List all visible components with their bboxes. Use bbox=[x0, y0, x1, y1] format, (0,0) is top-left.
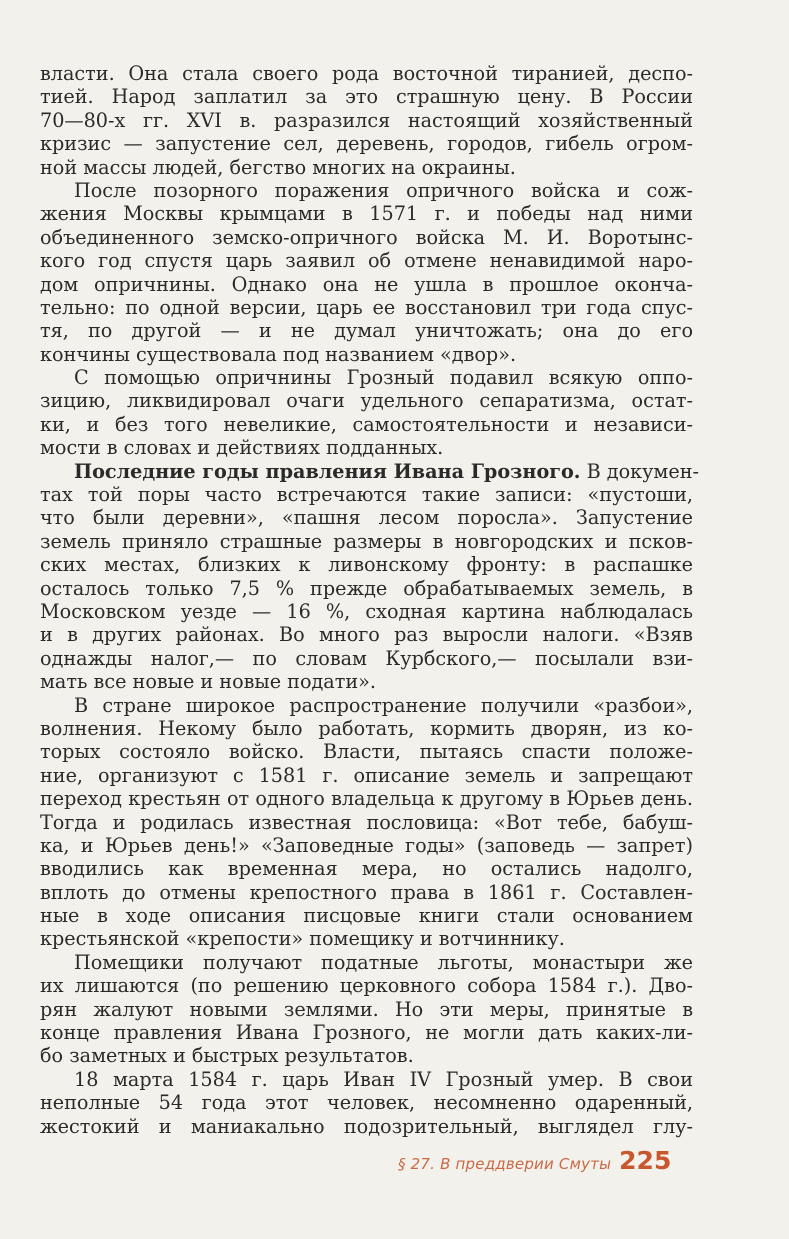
line-text: тах той поры часто встречаются такие записи: «пустоши, bbox=[40, 483, 693, 507]
text-line bbox=[40, 156, 693, 179]
line-text: ки, и без того невеликие, самостоятельности и независи- bbox=[40, 412, 693, 436]
line-text: кого год спустя царь заявил об отмене ненавидимой наро- bbox=[40, 249, 693, 273]
line-text: кончины существовала под названием «двор». bbox=[40, 342, 517, 366]
line-text: После позорного поражения опричного войска и сож- bbox=[74, 178, 693, 202]
page-number: 225 bbox=[619, 1146, 672, 1175]
line-text: волнения. Некому было работать, кормить дворян, из ко- bbox=[40, 716, 693, 740]
text-line bbox=[40, 717, 693, 740]
text-line bbox=[40, 998, 693, 1021]
line-text: ка, и Юрьев день!» «Заповедные годы» (заповедь — запрет) bbox=[40, 833, 693, 857]
line-text: жения Москвы крымцами в 1571 г. и победы над ними bbox=[40, 202, 693, 226]
line-text: тельно: по одной версии, царь ее восстановил три года спус- bbox=[40, 295, 693, 319]
line-text: однажды налог,— по словам Курбского,— посылали взи- bbox=[40, 646, 693, 670]
line-text: тя, по другой — и не думал уничтожать; она до его bbox=[40, 319, 693, 343]
line-text: жестокий и маниакально подозрительный, выглядел глу- bbox=[40, 1114, 693, 1138]
text-line bbox=[40, 927, 693, 950]
text-line bbox=[40, 1044, 693, 1067]
text-line bbox=[40, 834, 693, 857]
line-text: и в других районах. Во много раз выросли налоги. «Взяв bbox=[40, 623, 693, 647]
page-footer bbox=[398, 1146, 671, 1175]
text-line bbox=[40, 694, 693, 717]
text-line bbox=[40, 436, 693, 459]
text-line bbox=[40, 1068, 693, 1091]
text-line bbox=[40, 319, 693, 342]
line-text: ные в ходе описания писцовые книги стали основанием bbox=[40, 904, 693, 928]
line-text: Московском уезде — 16 %, сходная картина наблюдалась bbox=[40, 599, 693, 623]
text-line bbox=[40, 132, 693, 155]
text-line bbox=[40, 1021, 693, 1044]
line-text: осталось только 7,5 % прежде обрабатываемых земель, в bbox=[40, 576, 693, 600]
line-text: вводились как временная мера, но остались надолго, bbox=[40, 857, 693, 881]
text-line bbox=[40, 296, 693, 319]
text-line bbox=[40, 389, 693, 412]
line-text: зицию, ликвидировал очаги удельного сепаратизма, остат- bbox=[40, 389, 693, 413]
text-line bbox=[40, 226, 693, 249]
text-line bbox=[40, 366, 693, 389]
line-text: рян жалуют новыми землями. Но эти меры, принятые в bbox=[40, 997, 693, 1021]
line-text: мать все новые и новые подати». bbox=[40, 670, 376, 694]
line-text: В докумен- bbox=[580, 459, 699, 483]
body-text bbox=[40, 62, 699, 1138]
line-text: дом опричнины. Однако она не ушла в прошлое оконча- bbox=[40, 272, 693, 296]
text-line bbox=[40, 787, 693, 810]
section-heading: Последние годы правления Ивана Грозного. bbox=[74, 459, 581, 483]
text-line bbox=[40, 483, 693, 506]
line-text: кризис — запустение сел, деревень, городов, гибель огром- bbox=[40, 132, 693, 156]
line-text: вплоть до отмены крепостного права в 1861 г. Составлен- bbox=[40, 880, 693, 904]
text-line bbox=[40, 881, 693, 904]
text-line bbox=[40, 62, 693, 85]
line-text: переход крестьян от одного владельца к другому в Юрьев день. bbox=[40, 787, 693, 811]
line-text: бо заметных и быстрых результатов. bbox=[40, 1044, 414, 1068]
text-line bbox=[40, 506, 693, 529]
line-text: мости в словах и действиях подданных. bbox=[40, 436, 444, 460]
line-text: тией. Народ заплатил за это страшную цену. В России bbox=[40, 85, 693, 109]
text-line bbox=[40, 109, 693, 132]
text-line bbox=[40, 764, 693, 787]
text-line bbox=[40, 459, 699, 483]
text-line bbox=[40, 553, 693, 576]
text-line bbox=[40, 670, 693, 693]
line-text: их лишаются (по решению церковного собора 1584 г.). Дво- bbox=[40, 974, 693, 998]
text-line bbox=[40, 623, 693, 646]
line-text: что были деревни», «пашня лесом поросла». Запустение bbox=[40, 506, 693, 530]
line-text: конце правления Ивана Грозного, не могли дать каких-ли- bbox=[40, 1021, 693, 1045]
line-text: Помещики получают податные льготы, монастыри же bbox=[74, 950, 693, 974]
line-text: В стране широкое распространение получили «разбои», bbox=[74, 693, 693, 717]
text-line bbox=[40, 811, 693, 834]
line-text: ние, организуют с 1581 г. описание земель и запрещают bbox=[40, 763, 693, 787]
text-line bbox=[40, 647, 693, 670]
text-line bbox=[40, 530, 693, 553]
text-line bbox=[40, 179, 693, 202]
line-text: торых состояло войско. Власти, пытаясь спасти положе- bbox=[40, 740, 693, 764]
text-line bbox=[40, 577, 693, 600]
text-line bbox=[40, 857, 693, 880]
text-line bbox=[40, 904, 693, 927]
line-text: Тогда и родилась известная пословица: «Вот тебе, бабуш- bbox=[40, 810, 693, 834]
text-line bbox=[40, 740, 693, 763]
line-text: С помощью опричнины Грозный подавил всякую оппо- bbox=[74, 366, 693, 390]
text-line bbox=[40, 974, 693, 997]
line-text: неполные 54 года этот человек, несомненно одаренный, bbox=[40, 1091, 693, 1115]
text-line bbox=[40, 600, 693, 623]
text-line bbox=[40, 202, 693, 225]
text-line bbox=[40, 951, 693, 974]
line-text: власти. Она стала своего рода восточной тиранией, деспо- bbox=[40, 62, 693, 85]
line-text: земель приняло страшные размеры в новгородских и псков- bbox=[40, 529, 693, 553]
text-line bbox=[40, 1091, 693, 1114]
text-line bbox=[40, 343, 693, 366]
line-text: ной массы людей, бегство многих на окраины. bbox=[40, 155, 516, 179]
line-text: крестьянской «крепости» помещику и вотчиннику. bbox=[40, 927, 565, 951]
line-text: объединенного земско-опричного войска М. И. Воротынс- bbox=[40, 225, 693, 249]
line-text: ских местах, близких к ливонскому фронту: в распашке bbox=[40, 553, 693, 577]
text-line bbox=[40, 249, 693, 272]
line-text: 18 марта 1584 г. царь Иван IV Грозный умер. В свои bbox=[74, 1067, 693, 1091]
text-line bbox=[40, 413, 693, 436]
text-line bbox=[40, 273, 693, 296]
section-label: § 27. В преддверии Смуты bbox=[398, 1155, 612, 1173]
text-line bbox=[40, 1115, 693, 1138]
text-line bbox=[40, 85, 693, 108]
line-text: 70—80-х гг. XVI в. разразился настоящий хозяйственный bbox=[40, 108, 693, 132]
